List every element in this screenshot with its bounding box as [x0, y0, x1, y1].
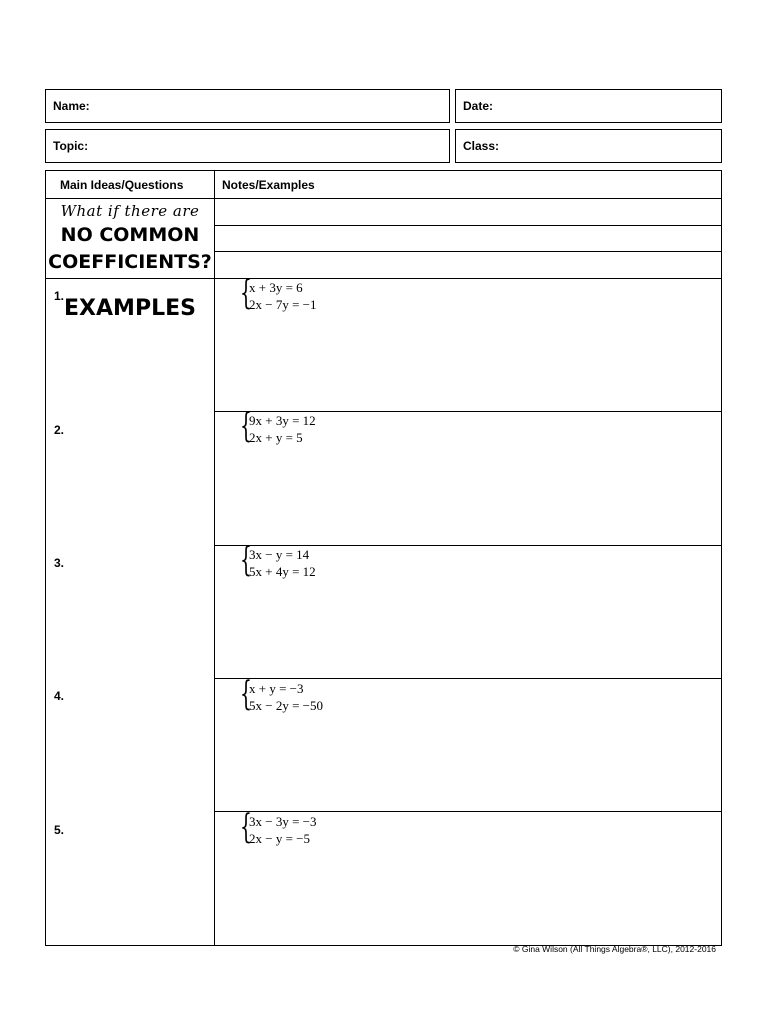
class-label: Class:: [463, 139, 500, 153]
header-row-divider: [46, 198, 721, 199]
example-divider-4: [214, 811, 721, 812]
name-field[interactable]: [45, 89, 450, 123]
class-field[interactable]: [455, 129, 722, 163]
brace-icon: {: [240, 406, 252, 446]
section-divider: [46, 278, 721, 279]
column-divider: [214, 171, 215, 945]
equation-1: 3x − 3y = −3: [249, 814, 317, 829]
example-number: 4.: [54, 689, 65, 703]
equation-1: x + 3y = 6: [249, 280, 303, 295]
main-ideas-header: Main Ideas/Questions: [60, 178, 184, 192]
question-line-2: COEFFICIENTS?: [48, 251, 212, 273]
brace-icon: {: [240, 674, 252, 714]
example-number: 1.: [54, 289, 65, 303]
equation-1: 3x − y = 14: [249, 547, 310, 562]
equation-1: 9x + 3y = 12: [249, 413, 316, 428]
note-line-2[interactable]: [214, 251, 721, 252]
brace-icon: {: [240, 273, 252, 313]
equation-2: 5x + 4y = 12: [249, 564, 316, 579]
date-field[interactable]: [455, 89, 722, 123]
example-number: 2.: [54, 423, 65, 437]
equation-2: 2x − y = −5: [249, 831, 310, 846]
topic-label: Topic:: [53, 139, 89, 153]
equation-1: x + y = −3: [249, 681, 304, 696]
note-line-1[interactable]: [214, 225, 721, 226]
copyright-footer: © Gina Wilson (All Things Algebra®, LLC), 2012-2016: [513, 944, 716, 954]
equation-2: 2x − 7y = −1: [249, 297, 317, 312]
notes-examples-header: Notes/Examples: [222, 178, 315, 192]
brace-icon: {: [240, 807, 252, 847]
example-number: 3.: [54, 556, 65, 570]
equation-2: 2x + y = 5: [249, 430, 303, 445]
question-line-1: NO COMMON: [60, 224, 200, 246]
equation-2: 5x − 2y = −50: [249, 698, 323, 713]
name-label: Name:: [53, 99, 90, 113]
brace-icon: {: [240, 540, 252, 580]
examples-title: EXAMPLES: [64, 296, 196, 321]
date-label: Date:: [463, 99, 494, 113]
example-number: 5.: [54, 823, 65, 837]
example-divider-3: [214, 678, 721, 679]
question-script: What if there are: [60, 202, 200, 220]
notes-table: [45, 170, 722, 946]
topic-field[interactable]: [45, 129, 450, 163]
